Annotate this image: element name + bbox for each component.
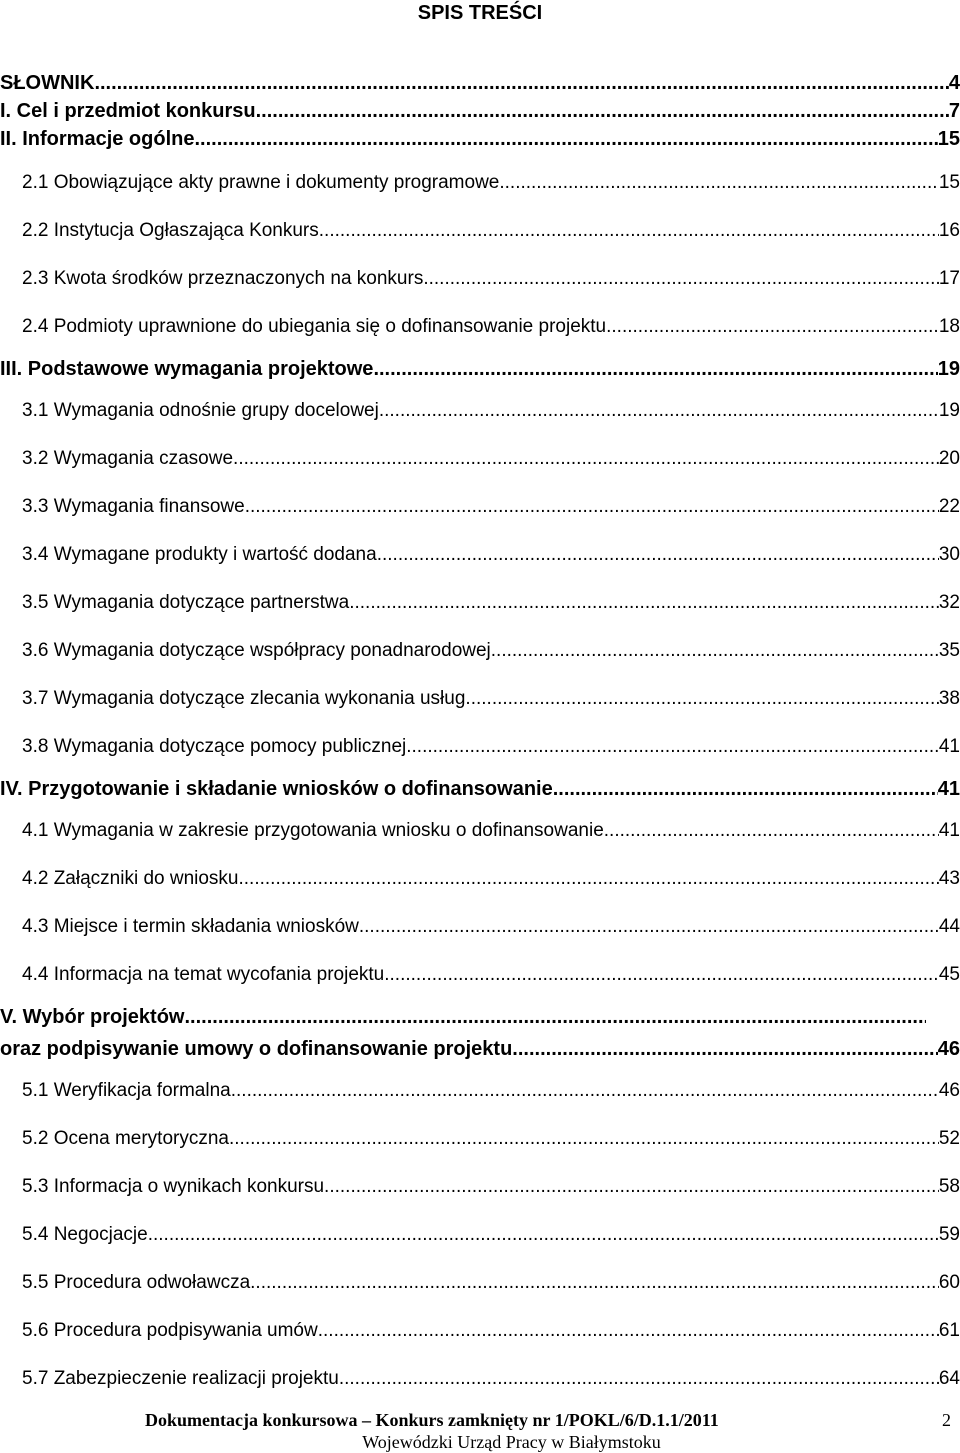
toc-leader-dots <box>229 1128 939 1150</box>
toc-entry[interactable] <box>0 1006 926 1029</box>
toc-entry-page: 7 <box>948 100 960 122</box>
toc-leader-dots <box>465 688 938 710</box>
toc-entry[interactable] <box>22 736 960 758</box>
toc-entry[interactable] <box>22 820 960 842</box>
toc-leader-dots <box>373 358 937 381</box>
toc-leader-dots <box>406 736 939 758</box>
toc-entry-page: 45 <box>938 964 960 985</box>
toc-entry-title: III. Podstawowe wymagania projektowe <box>0 358 374 380</box>
toc-leader-dots <box>148 1224 939 1246</box>
toc-entry-page: 16 <box>938 220 960 241</box>
toc-entry-title: 5.3 Informacja o wynikach konkursu <box>22 1176 325 1197</box>
toc-entry-title: 4.4 Informacja na temat wycofania projektu <box>22 964 385 985</box>
toc-entry-page: 52 <box>938 1128 960 1149</box>
toc-entry-page: 22 <box>938 496 960 517</box>
toc-entry-page: 19 <box>938 400 960 421</box>
toc-leader-dots <box>384 964 939 986</box>
toc-entry-page: 15 <box>938 172 960 193</box>
toc-entry[interactable] <box>22 640 960 662</box>
toc-entry-title: 4.3 Miejsce i termin składania wniosków <box>22 916 359 937</box>
toc-entry-title: 5.7 Zabezpieczenie realizacji projektu <box>22 1368 339 1389</box>
toc-entry[interactable] <box>0 1038 960 1061</box>
toc-entry-page: 41 <box>938 736 960 757</box>
toc-entry-page: 60 <box>938 1272 960 1293</box>
toc-entry-page: 17 <box>938 268 960 289</box>
toc-entry-title: 3.7 Wymagania dotyczące zlecania wykonania usług <box>22 688 466 709</box>
toc-leader-dots <box>94 72 948 95</box>
toc-entry-page: 32 <box>938 592 960 613</box>
toc-entry-title: 4.1 Wymagania w zakresie przygotowania wniosku o dofinansowanie <box>22 820 604 841</box>
toc-entry[interactable] <box>22 964 960 986</box>
toc-entry-page: 64 <box>938 1368 960 1389</box>
toc-entry-page: 61 <box>938 1320 960 1341</box>
toc-entry-title: 3.6 Wymagania dotyczące współpracy ponadnarodowej <box>22 640 491 661</box>
toc-entry-title: IV. Przygotowanie i składanie wniosków o dofinansowanie <box>0 778 553 800</box>
toc-entry[interactable] <box>0 100 960 123</box>
toc-leader-dots <box>553 778 938 801</box>
toc-entry-page: 59 <box>938 1224 960 1245</box>
toc-leader-dots <box>318 1320 939 1342</box>
toc-entry-page: 46 <box>938 1080 960 1101</box>
toc-entry-title: 2.2 Instytucja Ogłaszająca Konkurs <box>22 220 319 241</box>
toc-entry[interactable] <box>22 1368 960 1390</box>
toc-entry[interactable] <box>22 448 960 470</box>
toc-entry[interactable] <box>22 172 960 194</box>
toc-leader-dots <box>231 1080 939 1102</box>
toc-entry-title: 3.2 Wymagania czasowe <box>22 448 234 469</box>
toc-entry[interactable] <box>22 496 960 518</box>
toc-entry[interactable] <box>0 128 960 151</box>
toc-entry[interactable] <box>0 778 960 801</box>
toc-entry-title: V. Wybór projektów <box>0 1006 185 1028</box>
toc-leader-dots <box>339 1368 939 1390</box>
toc-leader-dots <box>512 1038 937 1061</box>
toc-leader-dots <box>239 868 939 890</box>
toc-entry[interactable] <box>22 544 960 566</box>
toc-leader-dots <box>606 316 939 338</box>
toc-leader-dots <box>359 916 939 938</box>
toc-entry-title: 4.2 Załączniki do wniosku <box>22 868 239 889</box>
toc-leader-dots <box>349 592 939 614</box>
page-title: SPIS TREŚCI <box>417 2 543 24</box>
toc-entry-title: 5.6 Procedura podpisywania umów <box>22 1320 318 1341</box>
toc-entry[interactable] <box>22 316 960 338</box>
toc-entry[interactable] <box>22 1272 960 1294</box>
footer-institution: Wojewódzki Urząd Pracy w Białymstoku <box>362 1432 661 1452</box>
toc-leader-dots <box>499 172 939 194</box>
toc-entry-page: 58 <box>938 1176 960 1197</box>
toc-leader-dots <box>379 400 939 422</box>
toc-entry-title: 3.3 Wymagania finansowe <box>22 496 245 517</box>
toc-entry-title: 3.4 Wymagane produkty i wartość dodana <box>22 544 377 565</box>
toc-entry[interactable] <box>22 592 960 614</box>
toc-leader-dots <box>604 820 939 842</box>
toc-entry[interactable] <box>22 1128 960 1150</box>
toc-entry[interactable] <box>22 916 960 938</box>
toc-entry-page: 20 <box>938 448 960 469</box>
toc-entry-title: 2.4 Podmioty uprawnione do ubiegania się o dofinansowanie projektu <box>22 316 607 337</box>
toc-entry-title: 2.1 Obowiązujące akty prawne i dokumenty programowe <box>22 172 500 193</box>
toc-leader-dots <box>233 448 939 470</box>
toc-leader-dots <box>250 1272 939 1294</box>
toc-entry[interactable] <box>22 868 960 890</box>
toc-entry-title: I. Cel i przedmiot konkursu <box>0 100 256 122</box>
toc-leader-dots <box>256 100 949 123</box>
toc-entry-page: 43 <box>938 868 960 889</box>
toc-entry-page: 44 <box>938 916 960 937</box>
toc-entry-page: 15 <box>937 128 960 150</box>
toc-leader-dots <box>423 268 939 290</box>
toc-entry-page: 41 <box>937 778 960 800</box>
toc-leader-dots <box>194 128 937 151</box>
toc-leader-dots <box>319 220 939 242</box>
toc-entry[interactable] <box>22 220 960 242</box>
toc-entry-page: 4 <box>948 72 960 94</box>
toc-leader-dots <box>491 640 939 662</box>
toc-entry-page: 30 <box>938 544 960 565</box>
footer-document-title: Dokumentacja konkursowa – Konkurs zamknięty nr 1/POKL/6/D.1.1/2011 <box>145 1410 719 1430</box>
toc-entry-page: 41 <box>938 820 960 841</box>
toc-entry-title: 5.5 Procedura odwoławcza <box>22 1272 251 1293</box>
toc-entry-page: 46 <box>937 1038 960 1060</box>
toc-entry-page: 18 <box>938 316 960 337</box>
toc-entry-title: 5.2 Ocena merytoryczna <box>22 1128 229 1149</box>
toc-leader-dots <box>245 496 939 518</box>
toc-leader-dots <box>324 1176 939 1198</box>
toc-entry-title: 3.8 Wymagania dotyczące pomocy publicznej <box>22 736 407 757</box>
toc-entry-title: 3.5 Wymagania dotyczące partnerstwa <box>22 592 350 613</box>
toc-entry-title: 3.1 Wymagania odnośnie grupy docelowej <box>22 400 379 421</box>
toc-entry[interactable] <box>0 72 960 95</box>
toc-entry-title: 5.4 Negocjacje <box>22 1224 148 1245</box>
page-number: 2 <box>942 1410 951 1430</box>
toc-entry[interactable] <box>22 400 960 422</box>
toc-entry-page: 19 <box>937 358 960 380</box>
toc-entry-title: 2.3 Kwota środków przeznaczonych na konkurs <box>22 268 424 289</box>
toc-leader-dots <box>184 1006 926 1029</box>
toc-entry[interactable] <box>22 268 960 290</box>
toc-entry-title: 5.1 Weryfikacja formalna <box>22 1080 231 1101</box>
toc-entry[interactable] <box>22 688 960 710</box>
toc-entry[interactable] <box>22 1176 960 1198</box>
toc-entry-page: 35 <box>938 640 960 661</box>
toc-leader-dots <box>377 544 939 566</box>
toc-entry-title: oraz podpisywanie umowy o dofinansowanie projektu <box>0 1038 513 1060</box>
toc-entry-page: 38 <box>938 688 960 709</box>
toc-entry[interactable] <box>22 1224 960 1246</box>
toc-entry[interactable] <box>22 1080 960 1102</box>
toc-entry-title: II. Informacje ogólne <box>0 128 195 150</box>
toc-entry-title: SŁOWNIK <box>0 72 95 94</box>
toc-entry[interactable] <box>0 358 960 381</box>
toc-entry[interactable] <box>22 1320 960 1342</box>
